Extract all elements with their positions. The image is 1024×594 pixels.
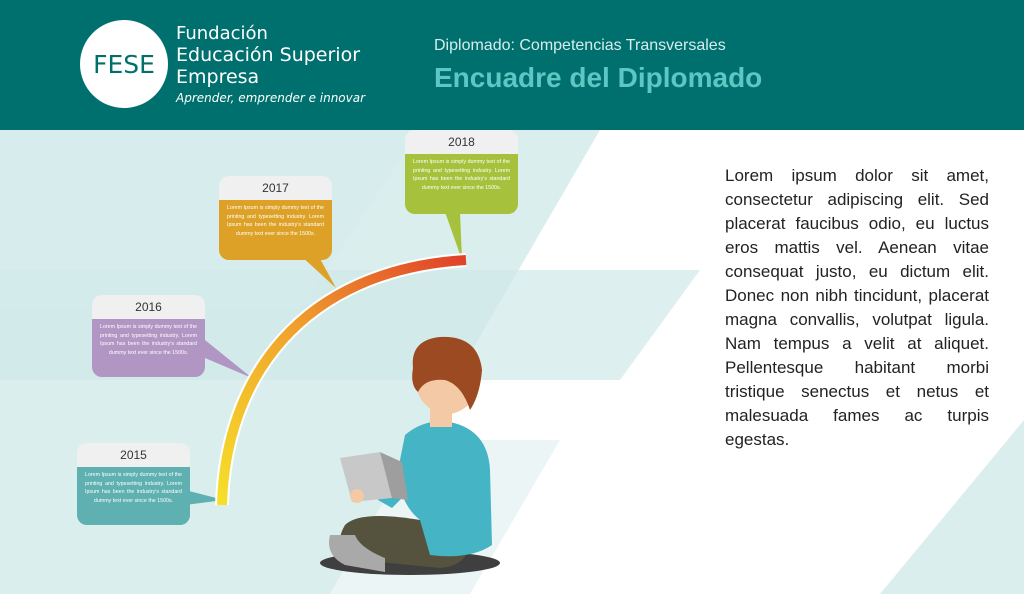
year-label: 2015 [77,443,190,467]
year-label: 2016 [92,295,205,319]
bubble-text: Lorem Ipsum is simply dummy text of the printing and typesetting industry. Lorem Ipsum has been the industry's standard dummy text ever since the 1500s. [405,154,518,214]
course-name: Diplomado: Competencias Transversales [434,37,726,54]
page-title: Encuadre del Diplomado [434,62,763,93]
year-label: 2017 [219,176,332,200]
bubble-text: Lorem Ipsum is simply dummy text of the printing and typesetting industry. Lorem Ipsum has been the industry's standard dummy text ever since the 1500s. [92,319,205,377]
org-line-1: Fundación [176,23,268,44]
org-line-2: Educación Superior [176,44,361,66]
tagline: Aprender, emprender e innovar [176,91,366,105]
body-paragraph: Lorem ipsum dolor sit amet, consectetur adipiscing elit. Sed placerat faucibus odio, eu luctus eros mattis vel. Aenean vitae consequat justo, eu dictum elit. Donec non nibh tincidunt, placerat magna convallis, volutpat ligula. Nam tempus a velit at aliquet. Pellentesque habitant morbi tristique senectus et netus et malesuada fames ac turpis egestas. [725,166,989,449]
logo-text: FESE [93,49,155,79]
bubble-text: Lorem Ipsum is simply dummy text of the printing and typesetting industry. Lorem Ipsum has been the industry's standard dummy text ever since the 1500s. [77,467,190,525]
org-line-3: Empresa [176,66,260,88]
year-label: 2018 [405,130,518,154]
bubble-text: Lorem Ipsum is simply dummy text of the printing and typesetting industry. Lorem Ipsum has been the industry's standard dummy text ever since the 1500s. [219,200,332,260]
